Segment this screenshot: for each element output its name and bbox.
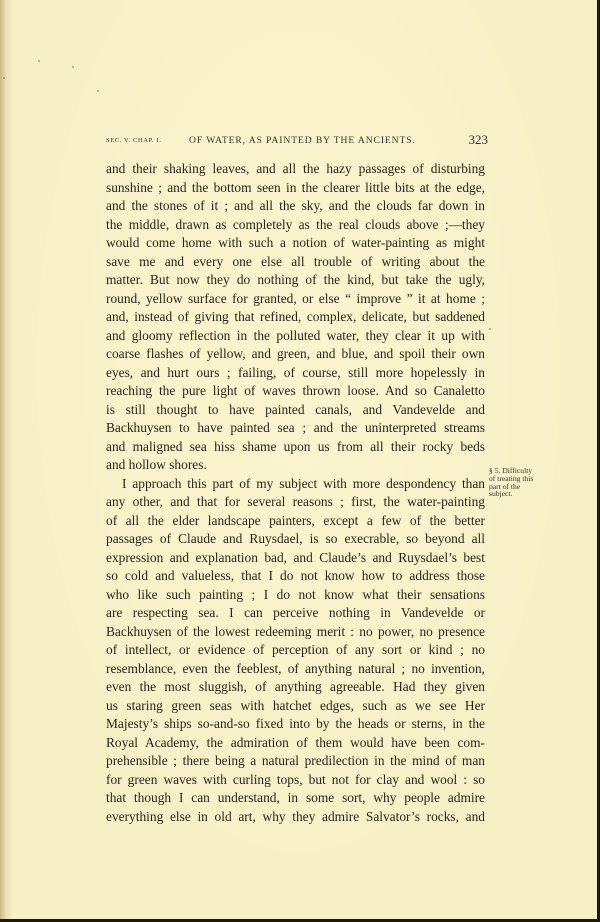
text-line: and, instead of giving that refined, complex, delicate, but saddened <box>106 309 485 324</box>
text-line: eyes, and hurt ours ; failing, of course, still more hopelessly in <box>106 364 485 380</box>
text-line: would come home with such a notion of water-painting as might <box>106 235 485 250</box>
text-line: and hollow shores. <box>106 457 207 472</box>
page-number: 323 <box>468 132 488 147</box>
text-line: Royal Academy, the admiration of them would have been com- <box>106 734 485 750</box>
text-line: and maligned sea hiss shame upon us from all their rocky beds <box>106 438 485 454</box>
spine-shadow <box>0 0 6 919</box>
sidenote-line: § 5. Difficulty <box>489 466 533 475</box>
text-line: passages of Claude and Ruysdael, is so execrable, so beyond all <box>106 531 485 546</box>
text-line: everything else in old art, why they admire Salvator’s rocks, and <box>106 808 485 824</box>
text-line: for green waves with curling tops, but not for clay and wool : so <box>106 771 485 787</box>
text-line: and their shaking leaves, and all the hazy passages of disturbing <box>106 161 485 176</box>
sidenote-line: subject. <box>489 489 513 499</box>
text-line: that though I can understand, in some sort, why people admire <box>106 790 485 805</box>
text-line: coarse flashes of yellow, and green, and blue, and spoil their own <box>106 346 485 361</box>
sidenote-line: part of the <box>489 481 521 491</box>
paragraph-2 <box>106 475 485 827</box>
marginal-sidenote <box>489 467 559 498</box>
paper-speck <box>72 66 74 68</box>
text-line: Majesty’s ships so-and-so fixed into by the heads or sterns, in the <box>106 716 485 731</box>
paper-speck <box>38 60 40 62</box>
text-line: and the stones of it ; and all the sky, and the clouds far down in <box>106 198 485 213</box>
text-line: us staring green seas with hatchet edges, such as we see Her <box>106 697 485 713</box>
text-line: prehensible ; there being a natural predilection in the mind of man <box>106 753 485 768</box>
text-line: and gloomy reflection in the polluted water, they clear it up with <box>106 327 485 343</box>
text-line: who like such painting ; I do not know what their sensations <box>106 586 485 602</box>
body-text <box>106 160 485 826</box>
text-line: save me and every one else all trouble of writing about the <box>106 253 485 269</box>
text-line: sunshine ; and the bottom seen in the clearer little bits at the edge, <box>106 179 485 195</box>
text-line: even the most sluggish, of anything agreeable. Had they given <box>106 679 485 694</box>
text-line: the middle, drawn as completely as the real clouds above ;—they <box>106 216 485 232</box>
text-line: so cold and valueless, that I do not know how to address those <box>106 568 485 583</box>
text-line: are respecting sea. I can perceive nothing in Vandevelde or <box>106 605 485 620</box>
text-line: expression and explanation bad, and Claude’s and Ruysdael’s best <box>106 549 485 565</box>
text-line: reaching the pure light of waves thrown loose. And so Canaletto <box>106 383 485 398</box>
paper-speck <box>97 90 99 92</box>
running-head <box>106 134 488 150</box>
text-line: of all the elder landscape painters, except a few of the better <box>106 512 485 528</box>
text-line: matter. But now they do nothing of the kind, but take the ugly, <box>106 272 485 287</box>
text-line: resemblance, even the feeblest, of anything natural ; no invention, <box>106 660 485 676</box>
text-line: round, yellow surface for granted, or else “ improve ” it at home ; <box>106 290 485 306</box>
paper-speck <box>3 77 5 79</box>
text-line: Backhuysen to have painted sea ; and the uninterpreted streams <box>106 420 485 435</box>
text-line: Backhuysen of the lowest redeeming merit : no power, no presence <box>106 623 485 639</box>
text-line: any other, and that for several reasons ; first, the water-painting <box>106 494 485 509</box>
text-line: I approach this part of my subject with more despondency than <box>122 475 485 491</box>
text-line: of intellect, or evidence of perception of any sort or kind ; no <box>106 642 485 657</box>
section-chapter-label: SEC. V. CHAP. I. <box>106 137 162 144</box>
paper-speck <box>489 328 491 330</box>
running-title: OF WATER, AS PAINTED BY THE ANCIENTS. <box>189 135 416 146</box>
text-line: is still thought to have painted canals, and Vandevelde and <box>106 401 485 417</box>
sidenote-line: of treating this <box>489 473 534 483</box>
paragraph-1 <box>106 160 485 475</box>
